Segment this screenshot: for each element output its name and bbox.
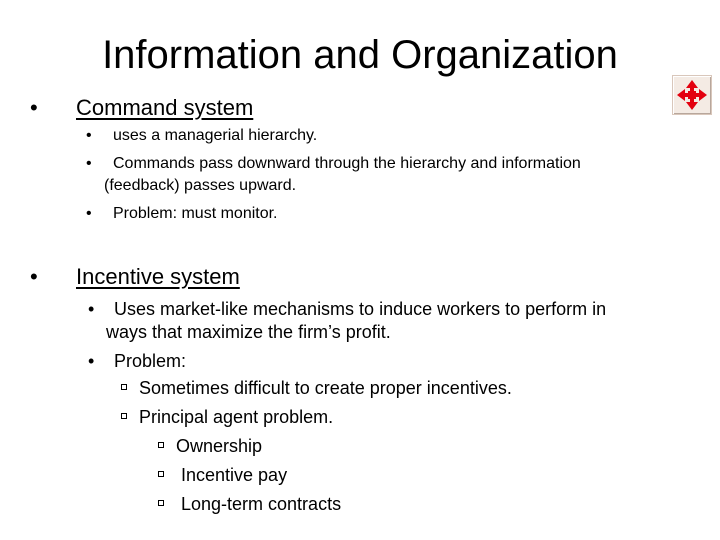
heading-incentive-system: Incentive system [76, 264, 240, 289]
square-bullet-icon [158, 471, 164, 477]
incentive-item-1-text-line-1: Uses market-like mechanisms to induce workers to perform in [114, 299, 607, 319]
square-bullet-icon [158, 500, 164, 506]
command-item-2-text-line-1: Commands pass downward through the hierarchy and information [113, 155, 581, 172]
heading-command-system: Command system [76, 95, 254, 120]
bullet-incentive-system: • [30, 264, 38, 289]
command-item-2-text-line-2: (feedback) passes upward. [104, 177, 297, 194]
bullet: • [88, 299, 95, 319]
remedy-item-2: Incentive pay [176, 465, 288, 485]
square-bullet-icon [158, 442, 164, 448]
bullet: • [86, 205, 92, 222]
bullet-command-system: • [30, 95, 38, 120]
problem-item-2: Principal agent problem. [139, 407, 334, 427]
slide-title: Information and Organization [102, 33, 618, 77]
remedy-item-1: Ownership [176, 436, 263, 456]
square-bullet-icon [121, 413, 127, 419]
command-item-3-text: Problem: must monitor. [113, 205, 278, 222]
remedy-item-3: Long-term contracts [176, 494, 342, 514]
move-arrows-icon [673, 76, 711, 114]
square-bullet-icon [121, 384, 127, 390]
bullet: • [86, 127, 92, 144]
bullet: • [86, 155, 92, 172]
command-item-1-text: uses a managerial hierarchy. [113, 127, 318, 144]
incentive-item-1-text-line-2: ways that maximize the firm’s profit. [106, 322, 391, 342]
problem-item-1: Sometimes difficult to create proper incentives. [139, 378, 512, 398]
incentive-item-2-text: Problem: [114, 351, 187, 371]
bullet: • [88, 351, 95, 371]
navigation-button[interactable] [672, 75, 712, 115]
